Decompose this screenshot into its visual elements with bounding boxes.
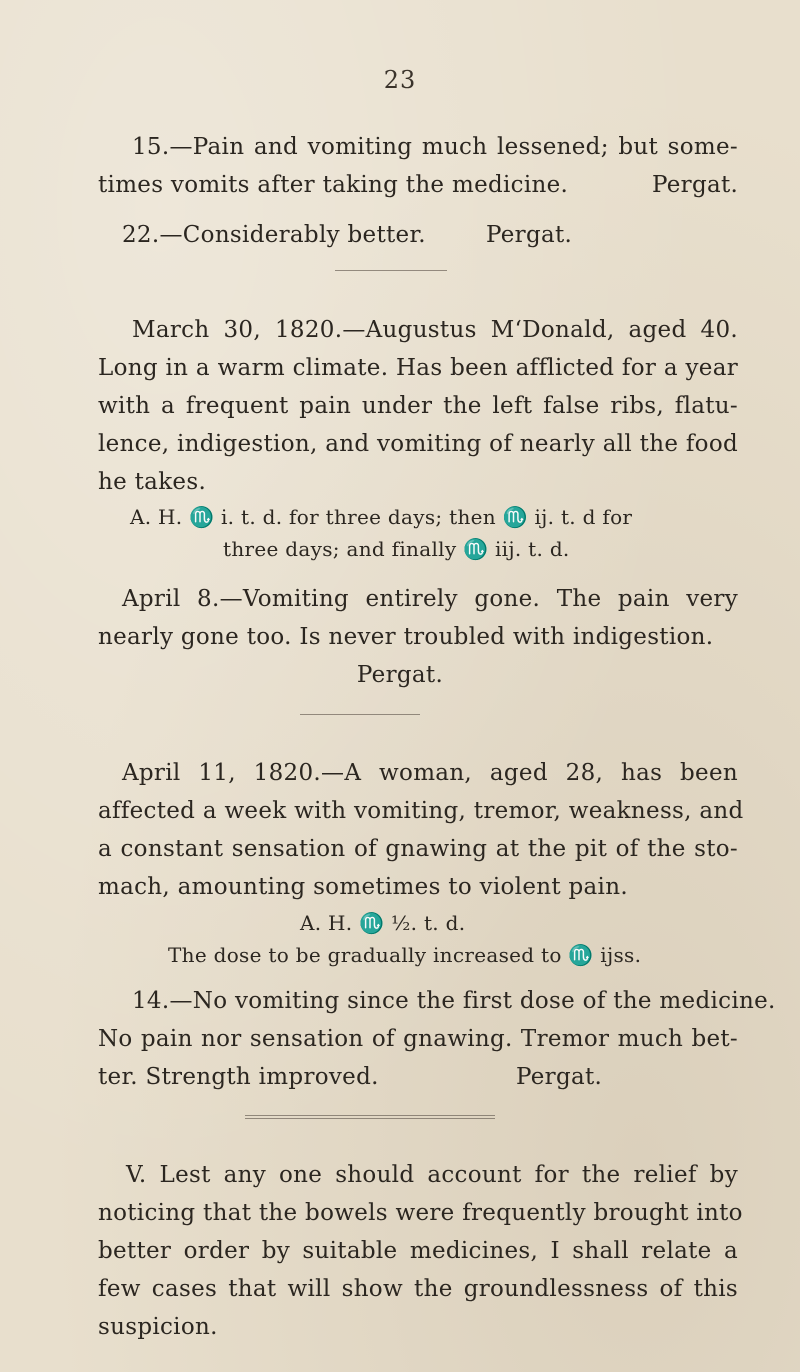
section-v-line-2: noticing that the bowels were frequently brought into bbox=[98, 1200, 743, 1226]
entry-22-signature: Pergat. bbox=[486, 222, 573, 248]
section-double-divider bbox=[245, 1115, 495, 1119]
case-2-line-1: April 11, 1820.—A woman, aged 28, has been bbox=[122, 760, 738, 786]
case-2-followup-line-3: ter. Strength improved. bbox=[98, 1064, 379, 1090]
section-v-line-5: suspicion. bbox=[98, 1314, 218, 1340]
entry-22-line-1: 22.—Considerably better. bbox=[122, 222, 426, 248]
case-1-line-3: with a frequent pain under the left false ribs, flatu- bbox=[98, 393, 738, 419]
case-2-line-2: affected a week with vomiting, tremor, weakness, and bbox=[98, 798, 744, 824]
case-1-followup-signature: Pergat. bbox=[356, 662, 444, 688]
case-1-followup-line-1: April 8.—Vomiting entirely gone. The pain very bbox=[122, 586, 738, 612]
section-v-line-1: V. Lest any one should account for the relief by bbox=[126, 1162, 738, 1188]
case-1-prescription-1: A. H. ♏ i. t. d. for three days; then ♏ ij. t. d for bbox=[130, 505, 633, 529]
case-2-prescription-2: The dose to be gradually increased to ♏ ijss. bbox=[168, 943, 642, 967]
case-2-line-3: a constant sensation of gnawing at the pit of the sto- bbox=[98, 836, 738, 862]
section-v-line-4: few cases that will show the groundlessness of this bbox=[98, 1276, 738, 1302]
case-1-line-5: he takes. bbox=[98, 469, 207, 495]
case-2-followup-line-1: 14.—No vomiting since the first dose of the medicine. bbox=[132, 988, 776, 1014]
case-1-followup-line-2: nearly gone too. Is never troubled with indigestion. bbox=[98, 624, 714, 650]
case-1-prescription-2: three days; and finally ♏ iij. t. d. bbox=[223, 537, 570, 561]
case-1-line-1: March 30, 1820.—Augustus M‘Donald, aged 40. bbox=[132, 317, 738, 343]
case-1-line-2: Long in a warm climate. Has been afflicted for a year bbox=[98, 355, 738, 381]
section-v-line-3: better order by suitable medicines, I shall relate a bbox=[98, 1238, 738, 1264]
entry-15-line-2: times vomits after taking the medicine. bbox=[98, 172, 569, 198]
page-number: 23 bbox=[383, 66, 417, 94]
section-divider bbox=[335, 270, 447, 271]
case-2-line-4: mach, amounting sometimes to violent pain. bbox=[98, 874, 628, 900]
case-1-line-4: lence, indigestion, and vomiting of nearly all the food bbox=[98, 431, 738, 457]
section-divider bbox=[300, 714, 420, 715]
case-2-followup-signature: Pergat. bbox=[516, 1064, 603, 1090]
entry-15-line-1: 15.—Pain and vomiting much lessened; but some- bbox=[132, 134, 738, 160]
entry-15-signature: Pergat. bbox=[652, 172, 739, 198]
case-2-prescription-1: A. H. ♏ ½. t. d. bbox=[300, 911, 466, 935]
case-2-followup-line-2: No pain nor sensation of gnawing. Tremor much bet- bbox=[98, 1026, 738, 1052]
